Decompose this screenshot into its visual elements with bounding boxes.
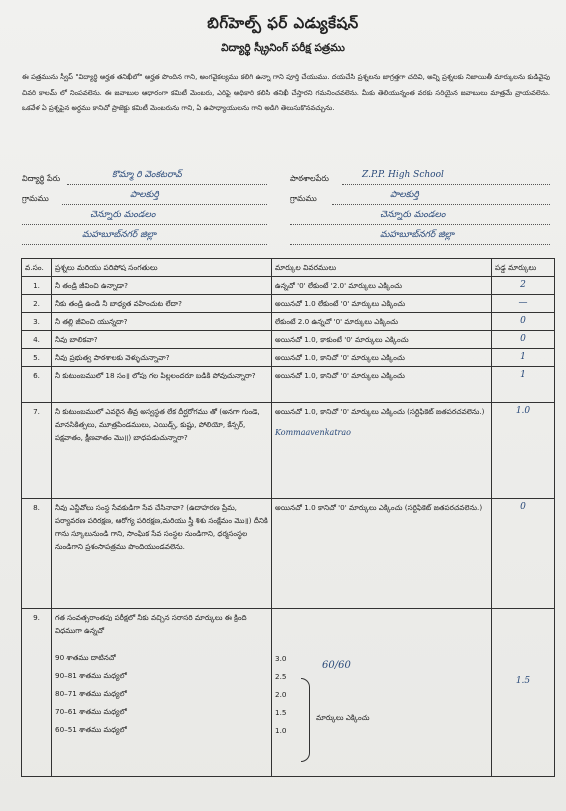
q9-marks: 1.5 (515, 676, 531, 686)
table-row (22, 499, 555, 609)
row-number: 8. (22, 499, 52, 609)
row-rule: అయినచో 1.0, కానిచో '0' మార్కులు ఎక్కించు (272, 349, 492, 367)
row-question: నీ తల్లి జీవించి యున్నదా? (52, 313, 272, 331)
table-row (22, 331, 555, 349)
row-rule: ఉన్నచో '0' లేకుంటే '2.0' మార్కులు ఎక్కించు (272, 277, 492, 295)
mandal-value-2[interactable]: చెన్నూరు మండలం (380, 210, 446, 220)
row-marks[interactable]: 1 (492, 349, 555, 367)
col-header-question: ప్రశ్నలు మరియు పరిపోష సంగతులు (52, 259, 272, 277)
row-number: 7. (22, 403, 52, 499)
grade-item: 70–61 శాతము మధ్యలో (55, 707, 127, 716)
village-value[interactable]: పాలకుర్తి (130, 190, 159, 200)
col-header-marks: పడ్డ మార్కులు (492, 259, 555, 277)
grade-value: 2.5 (275, 672, 287, 681)
screening-table (21, 258, 555, 777)
grade-list (55, 651, 268, 741)
row-rule-text: అయినచో 1.0, కానిచో '0' మార్కులు ఎక్కించు (సర్టిఫికెట్ జతపరచవలెను.) (275, 407, 485, 416)
organization-title: బిగ్‌హెల్ప్ ఫర్ ఎడ్యుకేషన్ (207, 14, 359, 32)
district-value-2[interactable]: మహబూబ్‌నగర్ జిల్లా (380, 230, 455, 240)
school-name-label: పాఠశాలపేరు (290, 174, 329, 183)
row-number: 6. (22, 367, 52, 403)
row-question: నీవు ప్రభుత్వ పాఠశాలకు వెళ్ళుచున్నావా? (52, 349, 272, 367)
form-title: విద్యార్థి స్క్రీనింగ్ పరీక్ష పత్రము (221, 42, 345, 54)
col-header-number: వ.సం. (22, 259, 52, 277)
signature: Kommaavenkatrao (275, 428, 351, 437)
row-marks[interactable]: 1 (492, 367, 555, 403)
row-rule: అయినచో 1.0, కాకుంటే '0' మార్కులు ఎక్కించు (272, 331, 492, 349)
row-question: నీకు తండ్రి ఉండి నీ బాధ్యత వహించుట లేదా? (52, 295, 272, 313)
student-name-value[interactable]: కొమ్మా రి వెంకటరావ్ (112, 170, 182, 180)
grade-item: 60–51 శాతము మధ్యలో (55, 725, 127, 734)
row-number: 9. (22, 609, 52, 777)
district-value[interactable]: మహబూబ్‌నగర్ జిల్లా (82, 230, 157, 240)
table-row (22, 313, 555, 331)
grade-item: 90 శాతము దాటినచో (55, 653, 116, 662)
student-name-label: విద్యార్థి పేరు (22, 174, 61, 183)
row-rule (272, 403, 492, 499)
row-number: 1. (22, 277, 52, 295)
row-marks[interactable] (492, 609, 555, 777)
row-number: 2. (22, 295, 52, 313)
row-question: నీ కుటుంబములో ఎవరైన తీవ్ర అస్వస్థత లేక దీర్ఘరోగము తో (అనగా గుండె, మానసికిత్సలు, మూత్రపిండములు, ఎయిడ్స్, కుష్టు, పోలియో, కేన్సర్, పక్షవాతం, క్షీణవాతం మొ॥) బాధపడుచున్నారా? (52, 403, 272, 499)
grade-value: 1.5 (275, 708, 287, 717)
row-number: 3. (22, 313, 52, 331)
row-marks[interactable]: — (492, 295, 555, 313)
table-header-row (22, 259, 555, 277)
grade-rule-text: మార్కులు ఎక్కించు (316, 713, 370, 722)
q9-handwritten-note: 60/60 (322, 660, 351, 671)
table-row (22, 349, 555, 367)
row-question: నీవు బాలికవా? (52, 331, 272, 349)
grade-value: 2.0 (275, 690, 287, 699)
row-marks[interactable]: 0 (492, 331, 555, 349)
col-header-rule: మార్కుల వివరములు (272, 259, 492, 277)
row-rule: అయినచో 1.0 లేకుంటే '0' మార్కులు ఎక్కించు (272, 295, 492, 313)
table-row (22, 403, 555, 499)
row-question: నీ కుటుంబములో 18 సం॥ లోపు గల పిల్లలందరూ బడికి పోవుచున్నారా? (52, 367, 272, 403)
row-question: నీ తండ్రి జీవించి ఉన్నాడా? (52, 277, 272, 295)
row-rule: అయినచో 1.0 కానిచో '0' మార్కులు ఎక్కించు (సర్టిఫికెట్ జతపరచవలెను.) (272, 499, 492, 609)
table-row (22, 367, 555, 403)
grade-value: 1.0 (275, 726, 287, 735)
grade-brace (301, 678, 310, 762)
row-number: 4. (22, 331, 52, 349)
row-question (52, 609, 272, 777)
table-row (22, 277, 555, 295)
table-row (22, 295, 555, 313)
grade-item: 90–81 శాతము మధ్యలో (55, 671, 127, 680)
row-marks[interactable]: 2 (492, 277, 555, 295)
row-marks[interactable]: 0 (492, 499, 555, 609)
row-rule: లేకుంటే 2.0 ఉన్నచో '0' మార్కులు ఎక్కించు (272, 313, 492, 331)
row-marks[interactable]: 0 (492, 313, 555, 331)
row-question: నీవు ఎన్జీవోలు సంస్థ సేవకుడిగా సేవ చేసినావా? (ఉదాహరణ ప్రేమ, పర్యావరణ పరిరక్షణ, ఆరోగ్య పరిరక్షణ,మరియు స్త్రీ శిశు సంక్షేమం మొ॥) దీనికి గాను స్కూలునుండి గాని, సాంఘిక సేవ సంస్థల నుండిగాని, ధర్మసంస్థల నుండిగాని ప్రశంసాపత్రము పొందియుండవలెను. (52, 499, 272, 609)
mandal-value[interactable]: చెన్నూరు మండలం (90, 210, 156, 220)
village-value-2[interactable]: పాలకుర్తి (390, 190, 419, 200)
village-label-2: గ్రామము (290, 194, 317, 203)
school-name-value[interactable]: Z.P.P. High School (362, 170, 444, 180)
row-number: 5. (22, 349, 52, 367)
row-rule: అయినచో 1.0, కానిచో '0' మార్కులు ఎక్కించు (272, 367, 492, 403)
row-question-text: గత సంవత్సరాంతపు పరీక్షలో నీకు వచ్చిన సరాసరి మార్కులు ఈ క్రింది విధముగా ఉన్నచో (55, 613, 247, 635)
village-label: గ్రామము (22, 194, 49, 203)
row-marks[interactable]: 1.0 (492, 403, 555, 499)
grade-item: 80–71 శాతము మధ్యలో (55, 689, 127, 698)
table-row (22, 609, 555, 777)
grade-value: 3.0 (275, 654, 287, 663)
intro-paragraph: ఈ పత్రమును స్వీప్ "విద్యార్థి అర్హత తనిఖీలో" అర్హత పొందిన గాని, అంగవైకల్యము కలిగి ఉన్నా గాని పూర్తి చేయుము. దయచేసి ప్రశ్నలను జాగ్రత్తగా చదివి, అన్ని ప్రశ్నలకు నిజాయితీ మార్కులను కుడివైపు చివరి కాలమ్ లో నింపవలెను. ఈ జవాబుల ఆధారంగా కమిటీ మెంబరు, ఎరిఫై అధికారి కలిసి తనిఖీ చేస్తారని గమనించవలెను. మీకు తెలియున్నంత వరకు సరియైన జవాబులు మాత్రమే వ్రాయవలెను. ఒకవేళ ఏ ప్రశ్నపైన అర్థము కానిచో ప్రాజెక్టు కమిటీ మెంబరును గాని, ఏ ఉపాధ్యాయులను గాని అడిగి తెలుసుకొనవచ్చును. (22, 73, 550, 112)
